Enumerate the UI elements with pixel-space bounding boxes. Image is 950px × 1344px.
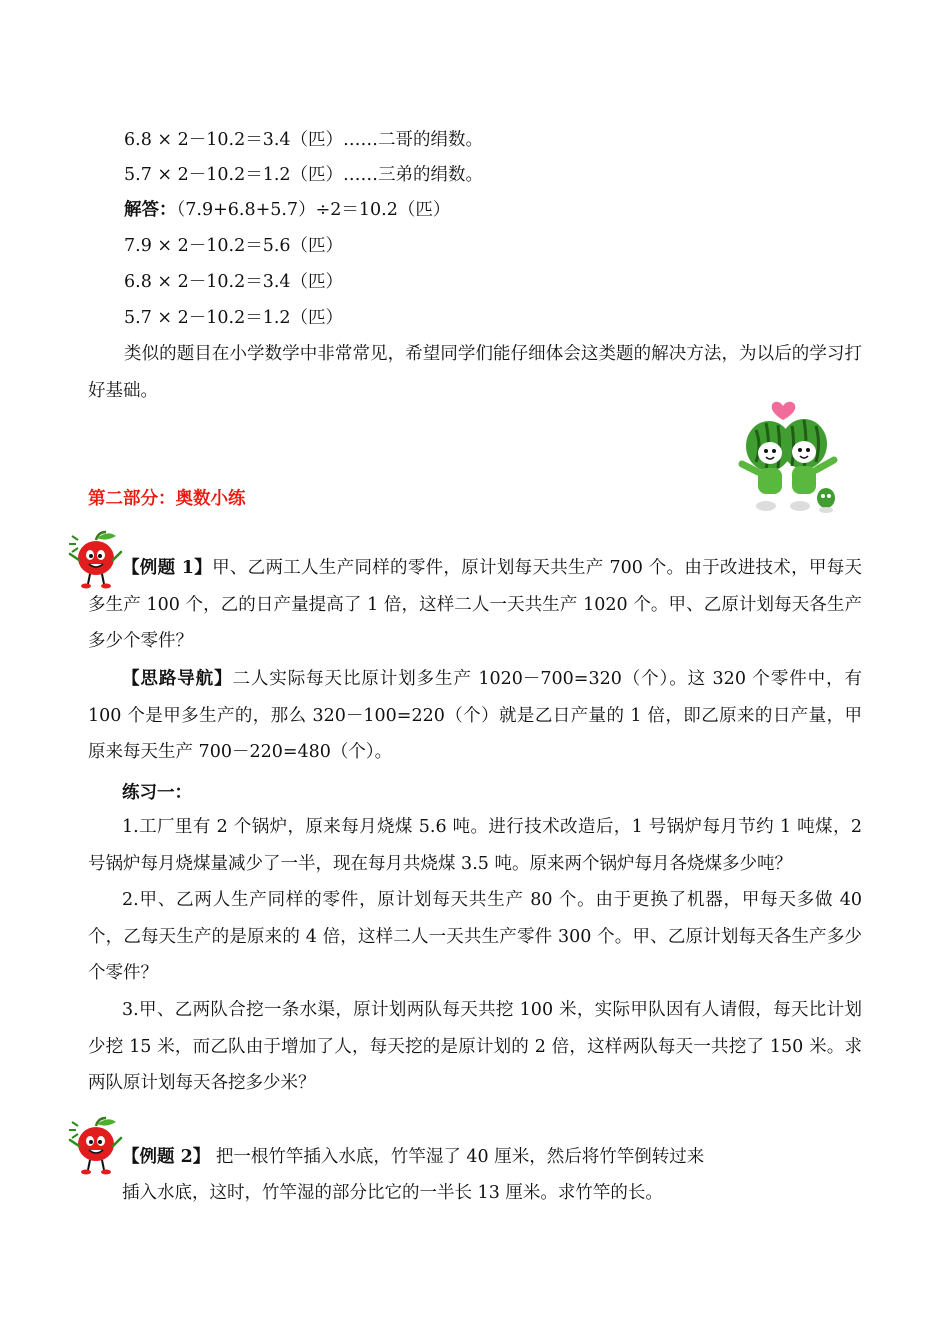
answer-line-1: 7.9 × 2－10.2＝5.6（匹） bbox=[124, 236, 344, 256]
practice-item-2: 2.甲、乙两人生产同样的零件，原计划每天共生产 80 个。由于更换了机器，甲每天多做 40 个，乙每天生产的是原来的 4 倍，这样二人一天共生产零件 300 个。甲、乙原计划每天各生产多少个零件？ bbox=[88, 890, 862, 983]
example-1-label: 【例题 1】 bbox=[122, 558, 213, 578]
calc-line-2: 5.7 × 2－10.2＝1.2（匹）……三弟的绢数。 bbox=[124, 165, 484, 185]
practice-item-1: 1.工厂里有 2 个锅炉，原来每月烧煤 5.6 吨。进行技术改造后，1 号锅炉每月节约 1 吨煤，2 号锅炉每月烧煤量减少了一半，现在每月共烧煤 3.5 吨。原来两个锅炉每月各烧煤多少吨？ bbox=[88, 817, 862, 874]
example-1-text: 甲、乙两工人生产同样的零件，原计划每天共生产 700 个。由于改进技术，甲每天多生产 100 个，乙的日产量提高了 1 倍，这样二人一天共生产 1020 个。甲、乙原计划每天各生产多少个零件？ bbox=[88, 558, 862, 651]
answer-formula: （7.9+6.8+5.7）÷2＝10.2（匹） bbox=[176, 200, 451, 220]
hint bbox=[88, 661, 862, 771]
hint-text: 二人实际每天比原计划多生产 1020－700=320（个）。这 320 个零件中，有 100 个是甲多生产的，那么 320－100=220（个）就是乙日产量的 1 倍，即乙原来的日产量，甲原来每天生产 700－220=480（个）。 bbox=[88, 669, 862, 762]
melon-mascot-illustration bbox=[736, 398, 842, 516]
calc-line-1: 6.8 × 2－10.2＝3.4（匹）……二哥的绢数。 bbox=[124, 130, 484, 150]
answer-line-2: 6.8 × 2－10.2＝3.4（匹） bbox=[124, 272, 344, 292]
answer-line-3: 5.7 × 2－10.2＝1.2（匹） bbox=[124, 308, 344, 328]
hint-label: 【思路导航】 bbox=[122, 669, 233, 689]
example-1 bbox=[88, 550, 862, 660]
apple-mascot-icon-2 bbox=[66, 1116, 124, 1176]
answer-label: 解答： bbox=[124, 200, 177, 220]
example-2-line-1 bbox=[122, 1145, 704, 1169]
practice-item-3: 3.甲、乙两队合挖一条水渠，原计划两队每天共挖 100 米，实际甲队因有人请假，每天比计划少挖 15 米，而乙队由于增加了人，每天挖的是原计划的 2 倍，这样两队每天一共挖了 150 米。求两队原计划每天各挖多少米？ bbox=[88, 1000, 862, 1093]
example-2-label: 【例题 2】 bbox=[122, 1147, 211, 1167]
summary-paragraph: 类似的题目在小学数学中非常常见，希望同学们能仔细体会这类题的解决方法，为以后的学习打好基础。 bbox=[88, 344, 862, 401]
practice-title: 练习一： bbox=[122, 783, 192, 803]
example-2-text-1: 把一根竹竿插入水底，竹竿湿了 40 厘米，然后将竹竿倒转过来 bbox=[215, 1147, 705, 1167]
answer-first-line bbox=[124, 198, 450, 222]
section-title: 第二部分：奥数小练 bbox=[88, 489, 246, 509]
example-2-line-2: 插入水底，这时，竹竿湿的部分比它的一半长 13 厘米。求竹竿的长。 bbox=[122, 1183, 663, 1203]
